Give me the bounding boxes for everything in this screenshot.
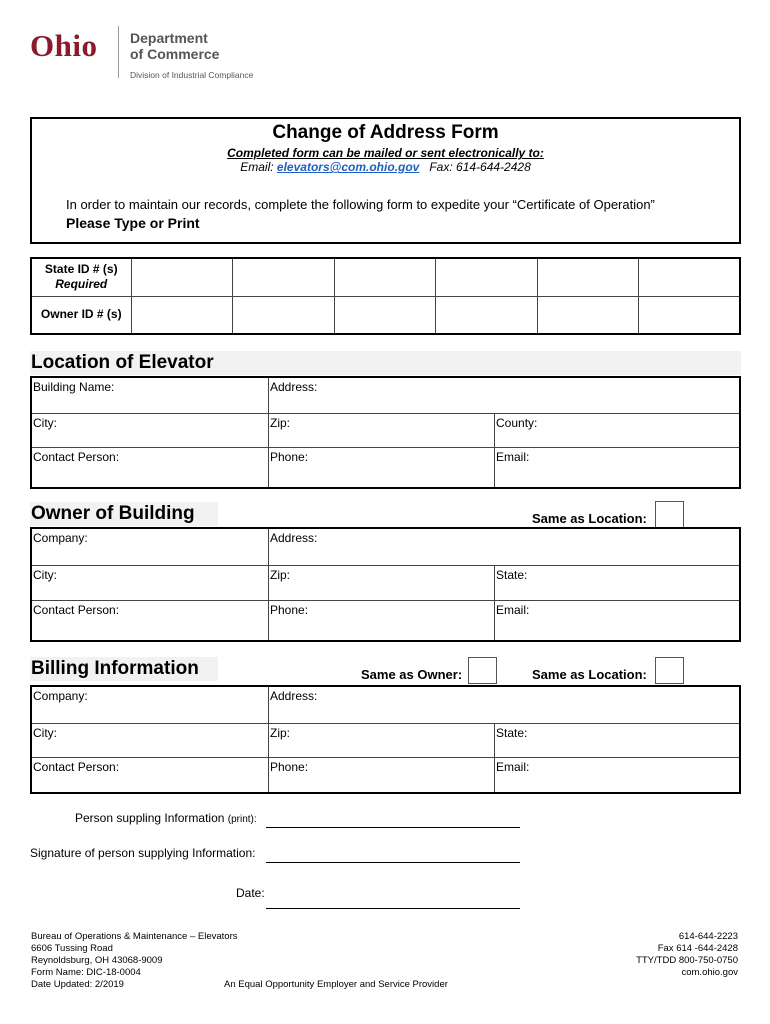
owner-row-1 [32,529,739,565]
footer-address-block [31,931,237,991]
logo-divider [118,26,119,78]
state-id-field[interactable] [639,258,741,296]
state-id-field[interactable] [233,258,335,296]
signature-label: Signature of person supplying Information: [30,846,256,860]
location-address-field[interactable]: Address: [268,378,739,413]
location-county-field[interactable]: County: [494,414,739,447]
intro-text: In order to maintain our records, complete the following form to expedite your “Certificate of Operation” [66,197,655,212]
signature-line[interactable] [266,862,520,863]
billing-row-1 [32,687,739,723]
footer-form-name: Form Name: DIC-18-0004 [31,967,141,978]
department-line-1: Department [130,30,208,46]
fax-number: Fax: 614-644-2428 [429,160,531,174]
owner-row-3 [32,600,739,640]
state-id-label: State ID # (s) Required [31,258,131,296]
department-name [130,30,219,62]
billing-address-field[interactable]: Address: [268,687,739,723]
location-zip-field[interactable]: Zip: [268,414,494,447]
id-table [30,257,741,335]
owner-same-as-location-label: Same as Location: [532,511,647,526]
state-id-field[interactable] [436,258,538,296]
owner-id-field[interactable] [537,296,639,334]
state-id-row [31,258,740,296]
location-email-field[interactable]: Email: [494,448,739,487]
department-line-2: of Commerce [130,46,220,62]
division-name: Division of Industrial Compliance [130,70,254,80]
person-supplying-label: Person suppling Information (print): [75,811,257,825]
date-label: Date: [236,886,265,900]
ohio-wordmark: Ohio [30,28,98,63]
billing-contact-field[interactable]: Contact Person: [33,760,120,774]
owner-zip-field[interactable]: Zip: [268,566,494,600]
building-name-field[interactable]: Building Name: [33,380,115,394]
required-note: Required [55,277,108,292]
owner-city-field[interactable]: City: [33,568,57,582]
billing-same-as-location-checkbox[interactable] [655,657,684,684]
billing-row-2 [32,723,739,757]
footer-city: Reynoldsburg, OH 43068-9009 [31,955,163,966]
billing-grid [30,685,741,794]
billing-same-as-location-label: Same as Location: [532,667,647,682]
owner-email-field[interactable]: Email: [494,601,739,640]
owner-id-label: Owner ID # (s) [31,296,131,334]
footer-website[interactable]: com.ohio.gov [681,967,738,978]
location-phone-field[interactable]: Phone: [268,448,494,487]
footer-phone: 614-644-2223 [678,931,738,942]
footer-tty: TTY/TDD 800-750-0750 [636,955,738,966]
location-city-field[interactable]: City: [33,416,57,430]
print-note: (print): [227,814,257,825]
billing-state-field[interactable]: State: [494,724,739,757]
email-prefix: Email: [240,160,277,174]
billing-zip-field[interactable]: Zip: [268,724,494,757]
contact-line [32,160,739,174]
location-section-title: Location of Elevator [30,351,741,375]
state-id-field[interactable] [537,258,639,296]
billing-city-field[interactable]: City: [33,726,57,740]
location-row-3 [32,447,739,487]
owner-section-title: Owner of Building [30,502,218,526]
footer-eeo-statement: An Equal Opportunity Employer and Service Provider [224,979,448,990]
owner-address-field[interactable]: Address: [268,529,739,565]
billing-same-as-owner-checkbox[interactable] [468,657,497,684]
owner-contact-field[interactable]: Contact Person: [33,603,120,617]
owner-id-field[interactable] [436,296,538,334]
location-row-1 [32,378,739,413]
date-line[interactable] [266,908,520,909]
form-header-box [30,117,741,244]
state-id-field[interactable] [334,258,436,296]
owner-id-field[interactable] [131,296,233,334]
billing-section-title: Billing Information [30,657,218,681]
billing-email-field[interactable]: Email: [494,758,739,792]
location-grid [30,376,741,489]
submission-instructions: Completed form can be mailed or sent electronically to: [227,146,544,160]
owner-id-row [31,296,740,334]
state-id-field[interactable] [131,258,233,296]
owner-grid [30,527,741,642]
billing-same-as-owner-label: Same as Owner: [361,667,463,682]
location-contact-field[interactable]: Contact Person: [33,450,120,464]
footer-street: 6606 Tussing Road [31,943,113,954]
owner-id-field[interactable] [233,296,335,334]
email-link[interactable]: elevators@com.ohio.gov [276,160,420,174]
billing-phone-field[interactable]: Phone: [268,758,494,792]
footer-contact-block [636,931,738,979]
billing-row-3 [32,757,739,792]
please-type-or-print: Please Type or Print [66,215,200,231]
footer-bureau: Bureau of Operations & Maintenance – Elevators [31,931,238,942]
footer-date-updated: Date Updated: 2/2019 [31,979,124,990]
form-title: Change of Address Form [272,122,499,143]
footer-fax: Fax 614 -644-2428 [657,943,738,954]
owner-phone-field[interactable]: Phone: [268,601,494,640]
owner-id-field[interactable] [639,296,741,334]
owner-state-field[interactable]: State: [494,566,739,600]
owner-id-field[interactable] [334,296,436,334]
billing-company-field[interactable]: Company: [33,689,88,703]
owner-same-as-location-checkbox[interactable] [655,501,684,528]
owner-row-2 [32,565,739,600]
owner-company-field[interactable]: Company: [33,531,88,545]
person-supplying-line[interactable] [266,827,520,828]
location-row-2 [32,413,739,447]
